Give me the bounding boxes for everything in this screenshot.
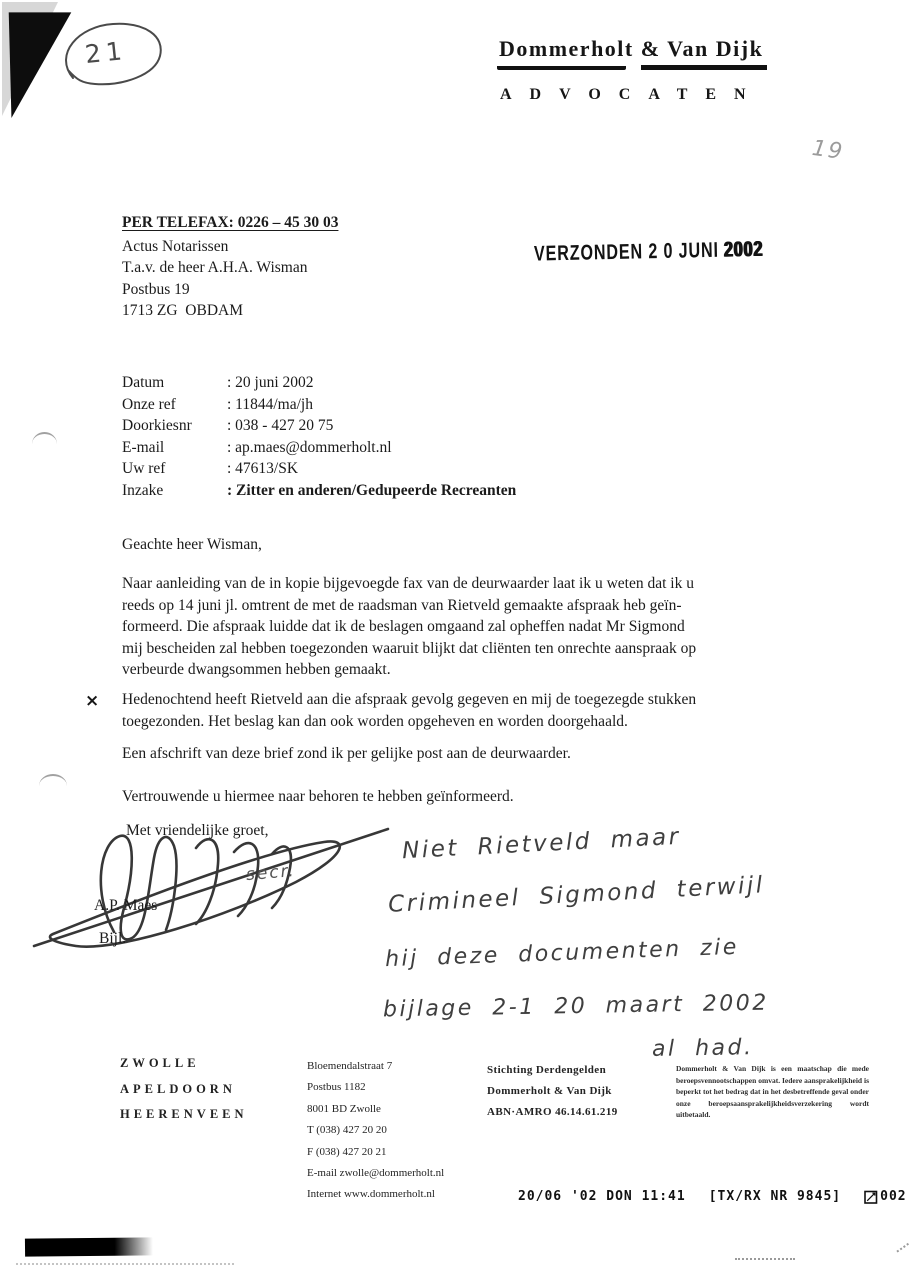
recipient-address: Actus Notarissen T.a.v. de heer A.H.A. Wisman Postbus 19 1713 ZG OBDAM bbox=[122, 238, 308, 319]
ref-label: E-mail bbox=[122, 438, 165, 456]
verzonden-date-stamp bbox=[534, 238, 764, 267]
derdengelden-block: Stichting Derdengelden Dommerholt & Van Dijk ABN·AMRO 46.14.61.219 bbox=[487, 1064, 618, 1118]
signer-name: A.P. Maes bbox=[94, 897, 158, 914]
scan-dotted-line bbox=[735, 1258, 795, 1260]
ref-label: Inzake bbox=[122, 481, 164, 499]
handwritten-note-line: bijlage 2-1 20 maart 2002 bbox=[382, 990, 769, 1023]
ref-row-email bbox=[122, 437, 516, 459]
ref-value: : 47613/SK bbox=[227, 460, 299, 478]
scan-pen-arc bbox=[39, 774, 67, 786]
ref-row-inzake bbox=[122, 480, 516, 502]
firm-name: Dommerholt & Van Dijk bbox=[499, 36, 764, 61]
handwritten-note-line: Crimineel Sigmond terwijl bbox=[387, 872, 766, 918]
handwritten-note-line: al had. bbox=[651, 1035, 754, 1062]
fax-datetime: 20/06 '02 DON 11:41 bbox=[518, 1189, 686, 1204]
office-address-block: Bloemendalstraat 7 Postbus 1182 8001 BD Zwolle T (038) 427 20 20 F (038) 427 20 21 E-mail zwolle@dommerholt.nl Internet www.dommerholt.nl bbox=[307, 1060, 445, 1201]
ref-row-doorkiesnr bbox=[122, 415, 516, 437]
ref-value: : ap.maes@dommerholt.nl bbox=[227, 438, 392, 456]
stamp-year: 2002 bbox=[723, 237, 764, 263]
ref-value: : Zitter en anderen/Gedupeerde Recreanten bbox=[227, 481, 517, 499]
handwritten-note-line: Niet Rietveld maar bbox=[401, 823, 682, 865]
scan-speckle bbox=[896, 1243, 913, 1259]
fax-recipient-header: PER TELEFAX: 0226 – 45 30 03 bbox=[122, 214, 339, 231]
fax-transmission-line bbox=[518, 1189, 907, 1204]
fax-page-count bbox=[864, 1189, 906, 1204]
pencil-page-number: 19 bbox=[810, 135, 846, 166]
ref-label: Onze ref bbox=[122, 395, 176, 413]
fax-page-number: 002 bbox=[880, 1189, 907, 1204]
firm-type-label: ADVOCATEN bbox=[500, 86, 764, 103]
letterhead-rule-right bbox=[641, 65, 767, 70]
fax-txrx-number: [TX/RX NR 9845] bbox=[708, 1189, 842, 1204]
ref-row-uw-ref bbox=[122, 458, 516, 480]
stamp-text: VERZONDEN 2 0 JUNI bbox=[533, 238, 720, 267]
ref-row-onze-ref bbox=[122, 394, 516, 416]
secretary-initial-note: secr. bbox=[245, 860, 297, 886]
scan-bottom-bar-artifact bbox=[25, 1237, 153, 1256]
ref-label: Datum bbox=[122, 374, 165, 391]
signature-scrawl bbox=[28, 812, 400, 964]
reference-block bbox=[122, 372, 516, 502]
circled-number-text: 21 bbox=[83, 35, 129, 70]
letterhead-rule-left bbox=[497, 66, 626, 70]
scan-dotted-line bbox=[16, 1263, 234, 1265]
ref-label: Uw ref bbox=[122, 460, 166, 478]
office-locations: ZWOLLE APELDOORN HEERENVEEN bbox=[120, 1056, 248, 1121]
body-paragraph-1: Naar aanleiding van de in kopie bijgevoegde fax van de deurwaarder laat ik u weten dat ik u reeds op 14 juni jl. omtrent de met de raadsman van Rietveld gemaakte afspraak heb geïn- formeerd. Die afspraak luidde dat ik de beslagen omgaand zal opheffen nadat Mr Sigmond mij bescheiden zal hebben toegezonden waaruit blijkt dat cliënten ten onrechte aanspraak op verbeurde dwangsommen hebben gemaakt. bbox=[122, 575, 697, 679]
body-paragraph-2: Hedenochtend heeft Rietveld aan die afspraak gevolg gegeven en mij de toegezegde stukken toegezonden. Het beslag kan dan ook worden opgeheven en worden doorgehaald. bbox=[122, 691, 697, 730]
body-paragraph-4: Vertrouwende u hiermee naar behoren te hebben geïnformeerd. bbox=[122, 788, 514, 805]
enclosure-note: Bijl. bbox=[99, 930, 127, 947]
body-paragraph-3: Een afschrift van deze brief zond ik per gelijke post aan de deurwaarder. bbox=[122, 745, 571, 762]
scan-pen-arc bbox=[32, 432, 57, 444]
ref-label: Doorkiesnr bbox=[122, 417, 192, 435]
ref-row-datum bbox=[122, 372, 516, 394]
ref-value: : 038 - 427 20 75 bbox=[227, 417, 334, 435]
ref-value: : 11844/ma/jh bbox=[227, 395, 313, 413]
handwritten-circled-number bbox=[55, 18, 167, 96]
page-note-icon bbox=[864, 1190, 878, 1204]
closing-line: Met vriendelijke groet, bbox=[126, 822, 269, 839]
salutation: Geachte heer Wisman, bbox=[122, 536, 262, 553]
liability-disclaimer: Dommerholt & Van Dijk is een maatschap die mede beroepsvennootschappen omvat. Iedere aansprakelijkheid is beperkt tot het bedrag dat in het desbetreffende geval onder onze beroepsaansprakelijkheidsverzekering wordt uitbetaald. bbox=[676, 1064, 869, 1119]
ref-value: : 20 juni 2002 bbox=[227, 374, 314, 391]
handwritten-note-line: hij deze documenten zie bbox=[384, 934, 740, 973]
margin-x-mark: × bbox=[85, 691, 100, 711]
